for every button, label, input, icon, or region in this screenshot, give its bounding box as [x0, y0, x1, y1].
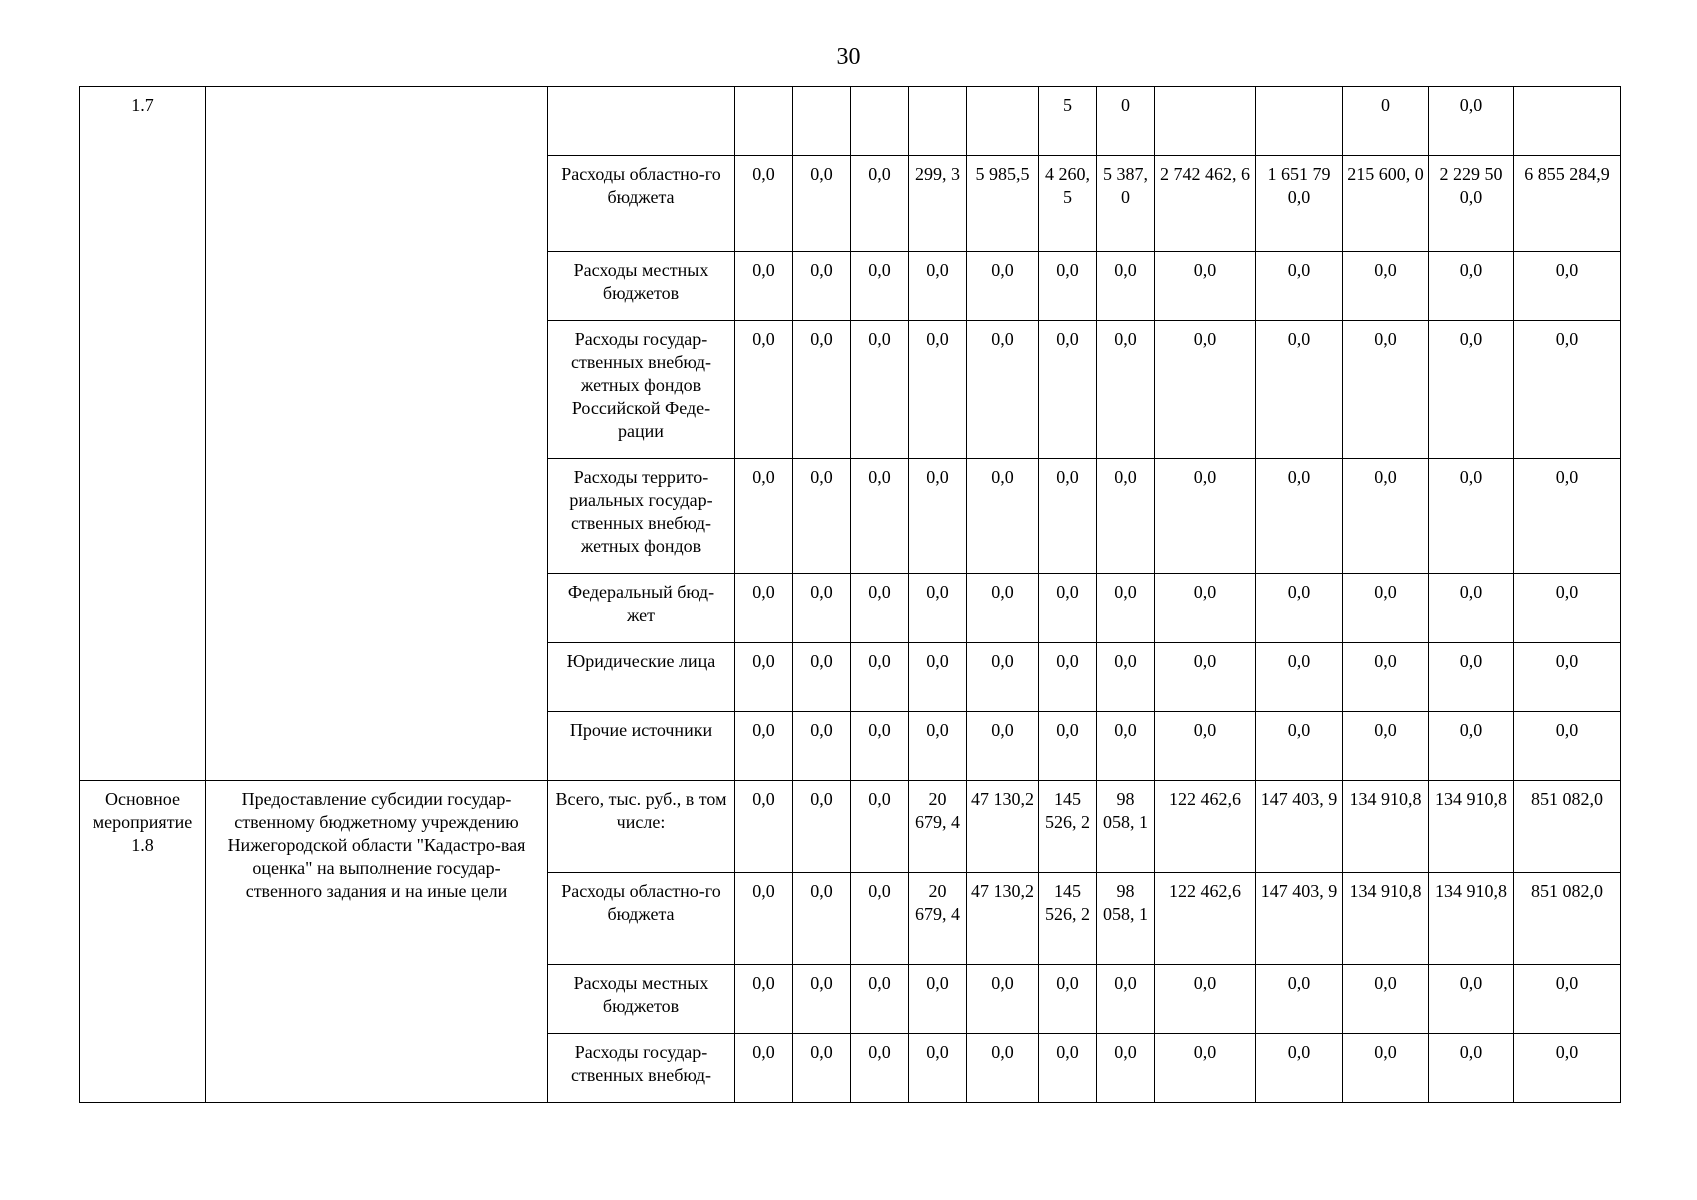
table-row — [80, 781, 1621, 873]
value-cell: 0,0 — [1155, 965, 1256, 1034]
value-cell: 0,0 — [1429, 574, 1514, 643]
value-cell: 0,0 — [1514, 712, 1621, 781]
value-cell: 0,0 — [1097, 252, 1155, 321]
value-cell: 0,0 — [1039, 252, 1097, 321]
value-cell: 0,0 — [793, 781, 851, 873]
value-cell: 0,0 — [1514, 459, 1621, 574]
value-cell: 0,0 — [735, 252, 793, 321]
value-cell: 0,0 — [793, 156, 851, 252]
value-cell: 0,0 — [735, 574, 793, 643]
value-cell: 0,0 — [1514, 574, 1621, 643]
value-cell: 0,0 — [1155, 574, 1256, 643]
value-cell: 0,0 — [1514, 252, 1621, 321]
measure-number-cell: Основное мероприятие 1.8 — [80, 781, 206, 1103]
value-cell: 0,0 — [1514, 321, 1621, 459]
funding-source-cell: Юридические лица — [548, 643, 735, 712]
value-cell: 0,0 — [967, 574, 1039, 643]
value-cell: 0,0 — [735, 965, 793, 1034]
value-cell: 5 985,5 — [967, 156, 1039, 252]
value-cell: 0,0 — [793, 459, 851, 574]
value-cell: 0,0 — [1256, 321, 1343, 459]
value-cell: 5 — [1039, 87, 1097, 156]
value-cell: 0,0 — [1155, 459, 1256, 574]
value-cell: 0,0 — [1039, 712, 1097, 781]
value-cell: 0,0 — [1343, 712, 1429, 781]
value-cell: 0,0 — [735, 781, 793, 873]
value-cell: 0,0 — [1514, 643, 1621, 712]
value-cell: 0,0 — [851, 965, 909, 1034]
table-row — [80, 87, 1621, 156]
value-cell: 0,0 — [1429, 1034, 1514, 1103]
value-cell: 122 462,6 — [1155, 781, 1256, 873]
value-cell: 0,0 — [967, 252, 1039, 321]
value-cell: 0,0 — [1256, 965, 1343, 1034]
value-cell: 0,0 — [967, 1034, 1039, 1103]
value-cell: 2 229 50 0,0 — [1429, 156, 1514, 252]
value-cell: 0,0 — [1429, 712, 1514, 781]
value-cell: 0,0 — [1039, 643, 1097, 712]
funding-source-cell: Расходы террито-риальных государ-ственных внебюд-жетных фондов — [548, 459, 735, 574]
measure-title-cell — [206, 87, 548, 781]
value-cell: 0,0 — [1039, 965, 1097, 1034]
value-cell — [851, 87, 909, 156]
value-cell: 0,0 — [909, 574, 967, 643]
value-cell: 0,0 — [1429, 252, 1514, 321]
value-cell: 0,0 — [851, 1034, 909, 1103]
value-cell: 47 130,2 — [967, 781, 1039, 873]
funding-source-cell: Расходы местных бюджетов — [548, 965, 735, 1034]
value-cell: 0,0 — [851, 321, 909, 459]
value-cell: 0,0 — [1256, 459, 1343, 574]
value-cell: 0,0 — [1429, 643, 1514, 712]
value-cell: 0,0 — [967, 459, 1039, 574]
value-cell: 0,0 — [793, 1034, 851, 1103]
value-cell — [967, 87, 1039, 156]
value-cell: 5 387, 0 — [1097, 156, 1155, 252]
value-cell: 0,0 — [735, 873, 793, 965]
value-cell: 147 403, 9 — [1256, 873, 1343, 965]
value-cell: 0,0 — [1097, 712, 1155, 781]
value-cell: 0,0 — [1256, 252, 1343, 321]
value-cell: 0,0 — [1256, 643, 1343, 712]
value-cell: 4 260, 5 — [1039, 156, 1097, 252]
measure-number-cell: 1.7 — [80, 87, 206, 781]
value-cell: 0,0 — [909, 321, 967, 459]
value-cell: 0,0 — [793, 321, 851, 459]
value-cell: 0,0 — [1429, 87, 1514, 156]
value-cell — [735, 87, 793, 156]
value-cell: 0,0 — [909, 712, 967, 781]
value-cell: 0,0 — [793, 873, 851, 965]
value-cell: 0,0 — [1155, 712, 1256, 781]
value-cell — [1514, 87, 1621, 156]
value-cell: 0,0 — [1155, 252, 1256, 321]
value-cell: 134 910,8 — [1343, 873, 1429, 965]
value-cell: 0,0 — [793, 965, 851, 1034]
value-cell: 145 526, 2 — [1039, 781, 1097, 873]
value-cell: 851 082,0 — [1514, 873, 1621, 965]
value-cell: 0,0 — [735, 643, 793, 712]
funding-source-cell: Расходы областно-го бюджета — [548, 873, 735, 965]
funding-source-cell: Федеральный бюд-жет — [548, 574, 735, 643]
value-cell: 98 058, 1 — [1097, 873, 1155, 965]
value-cell: 0,0 — [851, 252, 909, 321]
measure-title-cell: Предоставление субсидии государ-ственному бюджетному учреждению Нижегородской области "Кадастро-вая оценка" на выполнение государ-ственного задания и на иные цели — [206, 781, 548, 1103]
value-cell: 0,0 — [735, 156, 793, 252]
value-cell: 0,0 — [1429, 459, 1514, 574]
value-cell: 0,0 — [1097, 574, 1155, 643]
value-cell: 1 651 79 0,0 — [1256, 156, 1343, 252]
value-cell: 145 526, 2 — [1039, 873, 1097, 965]
value-cell: 0,0 — [851, 643, 909, 712]
value-cell: 147 403, 9 — [1256, 781, 1343, 873]
funding-source-cell: Расходы областно-го бюджета — [548, 156, 735, 252]
value-cell: 0,0 — [793, 643, 851, 712]
value-cell — [1256, 87, 1343, 156]
value-cell: 0,0 — [735, 1034, 793, 1103]
funding-source-cell: Расходы государ-ственных внебюд-жетных фондов Российской Феде-рации — [548, 321, 735, 459]
value-cell: 0,0 — [1039, 459, 1097, 574]
funding-source-cell: Расходы местных бюджетов — [548, 252, 735, 321]
value-cell: 0,0 — [851, 712, 909, 781]
value-cell: 6 855 284,9 — [1514, 156, 1621, 252]
value-cell: 0,0 — [1097, 643, 1155, 712]
page-number: 30 — [836, 44, 861, 70]
value-cell — [1155, 87, 1256, 156]
value-cell: 0,0 — [1155, 643, 1256, 712]
value-cell: 0,0 — [851, 781, 909, 873]
value-cell: 0,0 — [909, 965, 967, 1034]
value-cell: 0,0 — [1097, 1034, 1155, 1103]
value-cell: 0,0 — [909, 459, 967, 574]
value-cell: 0,0 — [967, 965, 1039, 1034]
value-cell: 0,0 — [909, 643, 967, 712]
value-cell: 0,0 — [1343, 574, 1429, 643]
value-cell: 0,0 — [1514, 965, 1621, 1034]
value-cell: 0,0 — [1039, 574, 1097, 643]
value-cell: 0,0 — [967, 712, 1039, 781]
value-cell: 0,0 — [793, 712, 851, 781]
value-cell: 0,0 — [1155, 321, 1256, 459]
value-cell: 0 — [1097, 87, 1155, 156]
value-cell: 0,0 — [1256, 574, 1343, 643]
value-cell: 0,0 — [1097, 965, 1155, 1034]
value-cell: 0 — [1343, 87, 1429, 156]
value-cell: 134 910,8 — [1429, 873, 1514, 965]
funding-source-cell: Расходы государ-ственных внебюд- — [548, 1034, 735, 1103]
value-cell: 0,0 — [1343, 1034, 1429, 1103]
value-cell: 0,0 — [967, 321, 1039, 459]
value-cell: 0,0 — [1155, 1034, 1256, 1103]
value-cell: 0,0 — [1343, 321, 1429, 459]
value-cell: 47 130,2 — [967, 873, 1039, 965]
value-cell: 134 910,8 — [1429, 781, 1514, 873]
value-cell: 0,0 — [1343, 252, 1429, 321]
value-cell: 0,0 — [909, 252, 967, 321]
value-cell: 0,0 — [1256, 712, 1343, 781]
value-cell: 299, 3 — [909, 156, 967, 252]
value-cell: 20 679, 4 — [909, 781, 967, 873]
value-cell: 20 679, 4 — [909, 873, 967, 965]
budget-table — [79, 86, 1621, 1103]
value-cell: 0,0 — [1514, 1034, 1621, 1103]
value-cell: 0,0 — [1343, 643, 1429, 712]
value-cell: 2 742 462, 6 — [1155, 156, 1256, 252]
value-cell: 0,0 — [1343, 459, 1429, 574]
value-cell: 0,0 — [851, 574, 909, 643]
value-cell: 0,0 — [909, 1034, 967, 1103]
funding-source-cell: Всего, тыс. руб., в том числе: — [548, 781, 735, 873]
value-cell: 0,0 — [851, 156, 909, 252]
value-cell: 122 462,6 — [1155, 873, 1256, 965]
value-cell: 98 058, 1 — [1097, 781, 1155, 873]
value-cell: 851 082,0 — [1514, 781, 1621, 873]
value-cell — [793, 87, 851, 156]
value-cell: 0,0 — [851, 459, 909, 574]
value-cell: 0,0 — [1256, 1034, 1343, 1103]
value-cell: 0,0 — [735, 712, 793, 781]
value-cell: 0,0 — [1097, 321, 1155, 459]
value-cell: 0,0 — [1097, 459, 1155, 574]
funding-source-cell: Прочие источники — [548, 712, 735, 781]
value-cell: 0,0 — [793, 574, 851, 643]
value-cell: 0,0 — [851, 873, 909, 965]
value-cell: 0,0 — [735, 459, 793, 574]
value-cell: 0,0 — [1343, 965, 1429, 1034]
value-cell: 0,0 — [735, 321, 793, 459]
value-cell: 0,0 — [1429, 965, 1514, 1034]
value-cell: 0,0 — [793, 252, 851, 321]
value-cell: 134 910,8 — [1343, 781, 1429, 873]
funding-source-cell — [548, 87, 735, 156]
value-cell: 0,0 — [1039, 1034, 1097, 1103]
value-cell — [909, 87, 967, 156]
value-cell: 0,0 — [1039, 321, 1097, 459]
value-cell: 0,0 — [1429, 321, 1514, 459]
value-cell: 215 600, 0 — [1343, 156, 1429, 252]
value-cell: 0,0 — [967, 643, 1039, 712]
